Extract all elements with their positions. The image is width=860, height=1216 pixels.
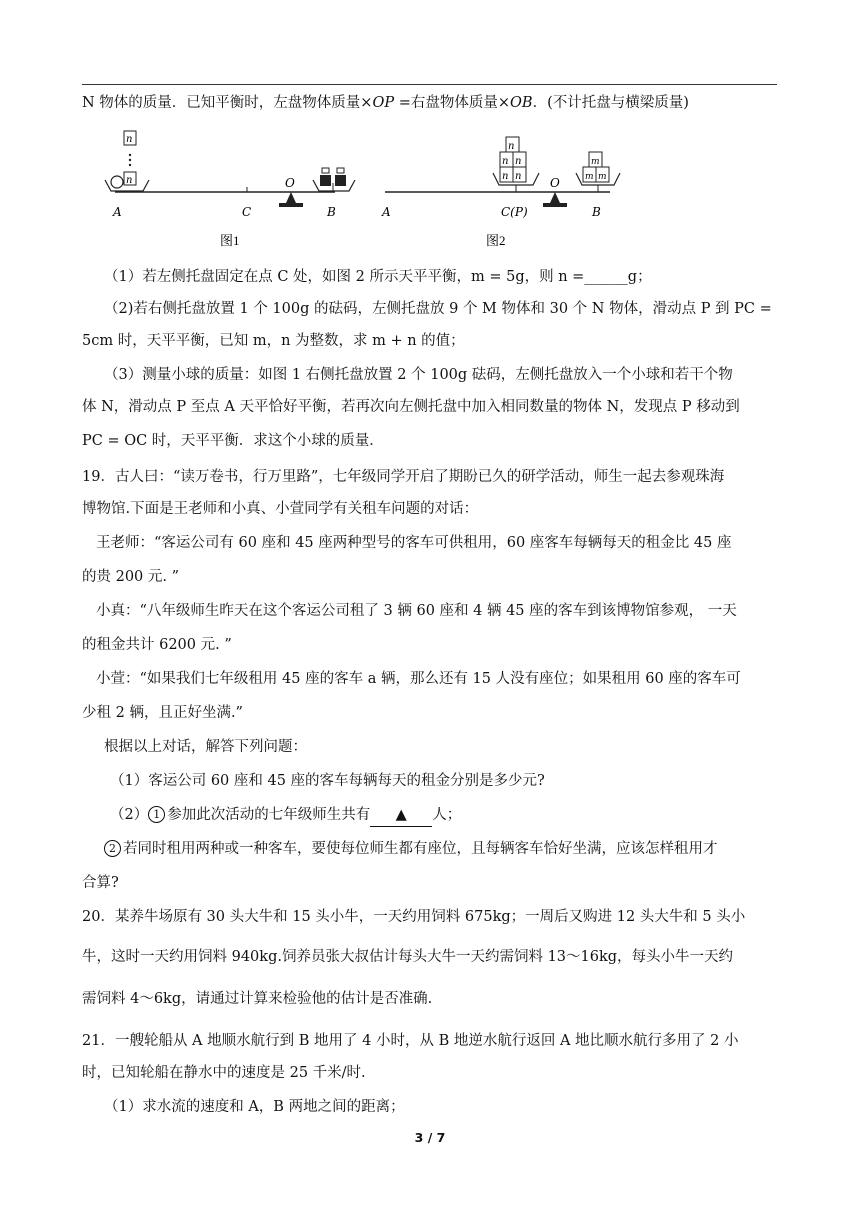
q18-intro-text-c: ．(不计托盘与横梁质量) [532, 95, 689, 111]
q19-sub2-prefix: （2） [110, 807, 149, 823]
fig2-label-CP: C(P) [501, 205, 528, 219]
q19-xuan-a: 小萱：“如果我们七年级租用 45 座的客车 a 辆，那么还有 15 人没有座位；如果租用 60 座的客车可 [96, 671, 741, 687]
q18-intro-text-a: N 物体的质量．已知平衡时，左盘物体质量× [82, 95, 373, 111]
q18-part2-a: （2)若右侧托盘放置 1 个 100g 的砝码，左侧托盘放 9 个 M 物体和 30 个 N 物体，滑动点 P 到 PC = [104, 301, 772, 317]
svg-text:n: n [502, 171, 509, 182]
ball-icon [111, 176, 123, 188]
fig2-label-O: O [550, 176, 560, 190]
header-rule [82, 84, 777, 85]
q19-sub2 [110, 804, 810, 827]
q18-part1: （1）若左侧托盘固定在点 C 处，如图 2 所示天平平衡，m = 5g，则 n =______g； [104, 269, 652, 285]
answer-blank: ▲ [370, 804, 432, 827]
q21-line2: 时，已知轮船在静水中的速度是 25 千米/时. [82, 1065, 366, 1081]
fig1-n-bottom: n [126, 175, 133, 186]
q18-part2-b: 5cm 时，天平平衡，已知 m，n 为整数，求 m + n 的值； [82, 333, 465, 349]
q19-zhen-b: 的租金共计 6200 元. ” [82, 637, 232, 653]
q19-xuan-b: 少租 2 辆，且正好坐满.” [82, 705, 243, 721]
q19-zhen-a: 小真：“八年级师生昨天在这个客运公司租了 3 辆 60 座和 4 辆 45 座的客车到该博物馆参观， 一天 [96, 603, 737, 619]
fig1-n-top: n [126, 134, 133, 145]
q19-wang-a: 王老师：“客运公司有 60 座和 45 座两种型号的客车可供租用，60 座客车每辆每天的租金比 45 座 [96, 535, 732, 551]
fig2-label-A: A [382, 205, 391, 219]
fig2-caption: 图2 [486, 233, 506, 248]
q19-sub2-suffix: 人； [432, 807, 462, 823]
svg-text:m: m [585, 172, 594, 182]
q20-line3: 需饲料 4～6kg，请通过计算来检验他的估计是否准确. [82, 991, 433, 1007]
q18-intro-ob: OB [510, 95, 533, 111]
q18-part3-b: 体 N，滑动点 P 至点 A 天平恰好平衡，若再次向左侧托盘中加入相同数量的物体 N，发现点 P 移动到 [82, 399, 740, 415]
q19-sub3-b: 合算? [82, 875, 119, 891]
q20-line1: 20．某养牛场原有 30 头大牛和 15 头小牛，一天约用饲料 675kg；一周后又购进 12 头大牛和 5 头小 [82, 909, 746, 925]
q21-line1: 21．一艘轮船从 A 地顺水航行到 B 地用了 4 小时，从 B 地逆水航行返回 A 地比顺水航行多用了 2 小 [82, 1033, 739, 1049]
circled-one-marker: 1 [148, 806, 165, 823]
svg-text:m: m [598, 172, 607, 182]
q19-line2: 博物馆.下面是王老师和小真、小萱同学有关租车问题的对话： [82, 501, 479, 517]
q18-intro-op: OP [372, 95, 395, 111]
fig1-label-B: B [327, 205, 336, 219]
fig1-label-O: O [285, 176, 295, 190]
fig1-caption: 图1 [220, 233, 240, 248]
q19-sub3-text: 若同时租用两种或一种客车，要使每位师生都有座位，且每辆客车恰好坐满，应该怎样租用才 [123, 841, 718, 857]
fig1-label-A: A [113, 205, 122, 219]
q19-sub1: （1）客运公司 60 座和 45 座的客车每辆每天的租金分别是多少元? [110, 773, 545, 789]
q19-wang-b: 的贵 200 元. ” [82, 569, 180, 585]
q18-part3-c: PC = OC 时，天平平衡．求这个小球的质量． [82, 433, 384, 449]
figure-1 [105, 131, 355, 248]
fig2-label-B: B [592, 205, 601, 219]
fig1-label-C: C [242, 205, 252, 219]
figure-2 [381, 137, 620, 248]
svg-text:n: n [508, 141, 515, 152]
q18-intro [82, 92, 782, 114]
q19-line1: 19．古人曰：“读万卷书，行万里路”，七年级同学开启了期盼已久的研学活动，师生一起去参观珠海 [82, 469, 725, 485]
q20-line2: 牛，这时一天约用饲料 940kg.饲养员张大叔估计每头大牛一天约需饲料 13～16kg，每头小牛一天约 [82, 949, 734, 965]
q19-sub2-text: 参加此次活动的七年级师生共有 [167, 807, 371, 823]
svg-text:n: n [502, 156, 509, 167]
q19-prompt: 根据以上对话，解答下列问题： [104, 739, 307, 755]
q18-part3-a: （3）测量小球的质量：如图 1 右侧托盘放置 2 个 100g 砝码，左侧托盘放入一个小球和若干个物 [104, 367, 733, 383]
balance-figures [95, 125, 655, 255]
q18-intro-text-b: =右盘物体质量× [394, 95, 511, 111]
svg-text:n: n [515, 171, 522, 182]
circled-two-marker: 2 [104, 840, 121, 857]
svg-text:n: n [515, 156, 522, 167]
svg-text:m: m [591, 157, 600, 167]
page-number: 3 / 7 [414, 1130, 446, 1145]
q21-sub1: （1）求水流的速度和 A，B 两地之间的距离； [104, 1099, 405, 1115]
q19-sub3 [104, 838, 804, 860]
